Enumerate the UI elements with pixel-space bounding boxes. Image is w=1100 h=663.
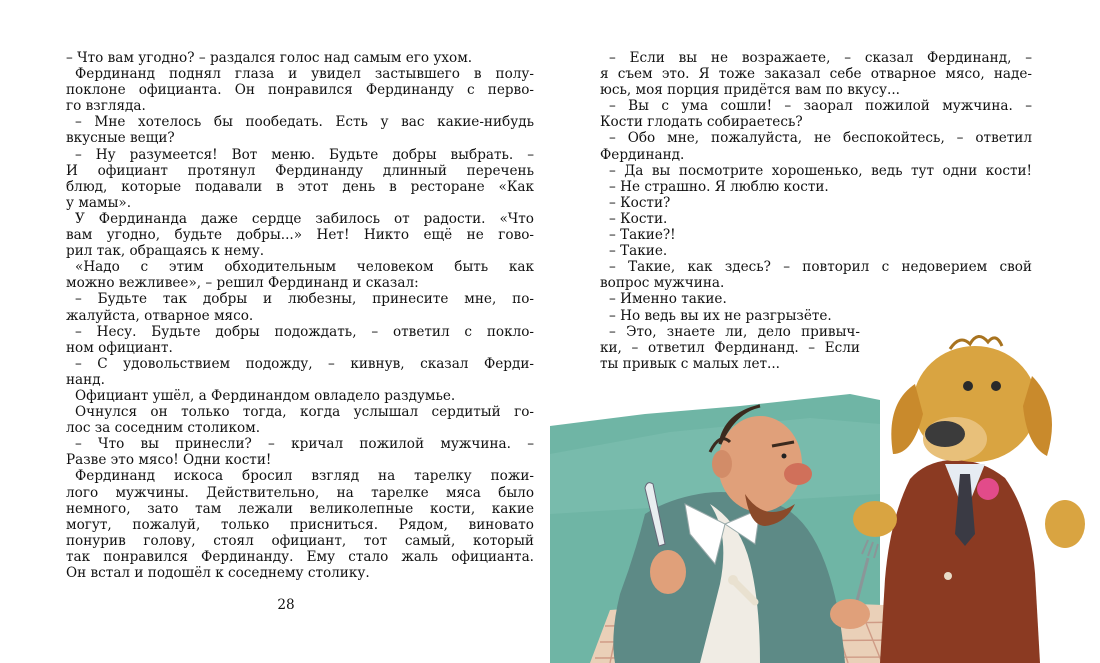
text-line: – Такие?!: [609, 227, 676, 244]
text-line: Официант ушёл, а Фердинандом овладело раздумье.: [75, 387, 456, 404]
text-line: Он встал и подошёл к соседнему столику.: [66, 565, 370, 581]
text-line: – Кости?: [609, 194, 671, 211]
left-page: [66, 50, 534, 581]
bone-knob: [728, 575, 738, 585]
text-line: нанд.: [66, 371, 105, 388]
dog-eye-left: [963, 381, 973, 391]
illustration-svg: [550, 314, 1100, 663]
text-line: лос за соседним столиком.: [66, 420, 261, 437]
text-line: – Да вы посмотрите хорошенько, ведь тут одни кости!: [609, 162, 1032, 179]
text-line: – Обо мне, пожалуйста, не беспокойтесь, – ответил: [609, 130, 1032, 147]
text-line: – Вы с ума сошли! – заорал пожилой мужчина. –: [609, 98, 1032, 115]
text-line: вам угодно, будьте добры...» Нет! Никто ещё не гово-: [66, 227, 534, 244]
text-line: вопрос мужчина.: [600, 275, 725, 292]
text-line: Кости глодать собираетесь?: [600, 114, 803, 131]
text-line: понурив голову, стоял официант, тот самый, который: [66, 532, 534, 549]
text-line: так понравился Фердинанду. Ему стало жаль официанта.: [66, 548, 534, 565]
text-line: Фердинанд поднял глаза и увидел застывшего в полу-: [75, 66, 534, 83]
text-line: Разве это мясо! Одни кости!: [66, 452, 272, 469]
text-line: И официант протянул Фердинанду длинный перечень: [66, 162, 534, 179]
illustration: [550, 314, 1100, 663]
text-line: Очнулся он только тогда, когда услышал сердитый го-: [75, 404, 534, 421]
dog-paw-right: [1045, 500, 1085, 548]
jacket-button: [944, 572, 952, 580]
text-line: юсь, моя порция придётся вам по вкусу...: [600, 82, 900, 99]
text-line: – Не страшно. Я люблю кости.: [609, 178, 829, 195]
text-line: – Именно такие.: [609, 291, 727, 308]
man-hand-left: [650, 550, 686, 594]
text-line: у мамы».: [66, 194, 132, 211]
text-line: ки, – ответил Фердинанд. – Если: [600, 339, 860, 356]
dog-paw-left: [853, 501, 897, 537]
text-line: рил так, обращаясь к нему.: [66, 243, 265, 260]
man-ear: [712, 450, 732, 478]
text-line: блюд, которые подавали в этот день в ресторане «Как: [66, 178, 534, 195]
text-line: жалуйста, отварное мясо.: [66, 307, 254, 324]
text-line: Фердинанд искоса бросил взгляд на тарелку пожи-: [75, 468, 534, 485]
page-number: 28: [277, 597, 295, 613]
text-line: го взгляда.: [66, 98, 146, 115]
text-line: можно вежливее», – решил Фердинанд и сказал:: [66, 275, 419, 292]
dog-flower: [977, 478, 999, 500]
text-line: – Несу. Будьте добры подождать, – ответил с покло-: [75, 323, 534, 340]
text-line: – Мне хотелось бы пообедать. Есть у вас какие-нибудь: [75, 114, 534, 131]
text-line: поклоне официанта. Он понравился Фердинанду с перво-: [66, 82, 534, 99]
text-line: – Это, знаете ли, дело привыч-: [609, 323, 860, 340]
text-line: – Ну разумеется! Вот меню. Будьте добры выбрать. –: [75, 146, 534, 163]
dog-nose: [925, 421, 965, 447]
text-line: – Если вы не возражаете, – сказал Фердинанд, –: [609, 50, 1032, 66]
text-line: – Но ведь вы их не разгрызёте.: [609, 307, 832, 324]
text-line: У Фердинанда даже сердце забилось от радости. «Что: [75, 210, 534, 227]
man-nose: [784, 463, 812, 485]
text-line: «Надо с этим обходительным человеком быть как: [75, 259, 534, 276]
text-line: – С удовольствием подожду, – кивнув, сказал Ферди-: [75, 355, 534, 372]
text-line: я съем это. Я тоже заказал себе отварное мясо, наде-: [600, 66, 1032, 83]
text-line: – Что вы принесли? – кричал пожилой мужчина. –: [75, 436, 534, 453]
text-line: – Такие, как здесь? – повторил с недоверием свой: [609, 259, 1032, 276]
text-line: – Кости.: [609, 210, 668, 227]
text-line: – Будьте так добры и любезны, принесите мне, по-: [75, 291, 534, 308]
text-line: Фердинанд.: [600, 146, 685, 163]
text-line: вкусные вещи?: [66, 130, 175, 147]
text-line: ты привык с малых лет...: [600, 355, 780, 372]
text-line: – Что вам угодно? – раздался голос над самым его ухом.: [66, 50, 473, 66]
text-line: немного, зато там лежали великолепные кости, какие: [66, 500, 534, 517]
man-hand-right: [830, 599, 870, 629]
text-line: ном официант.: [66, 339, 173, 356]
text-line: – Такие.: [609, 243, 668, 260]
text-line: лого мужчины. Действительно, на тарелке мяса было: [66, 484, 534, 501]
man-eye: [782, 454, 787, 459]
text-line: могут, пожалуй, только присниться. Рядом, виновато: [66, 516, 534, 533]
dog-eye-right: [991, 381, 1001, 391]
